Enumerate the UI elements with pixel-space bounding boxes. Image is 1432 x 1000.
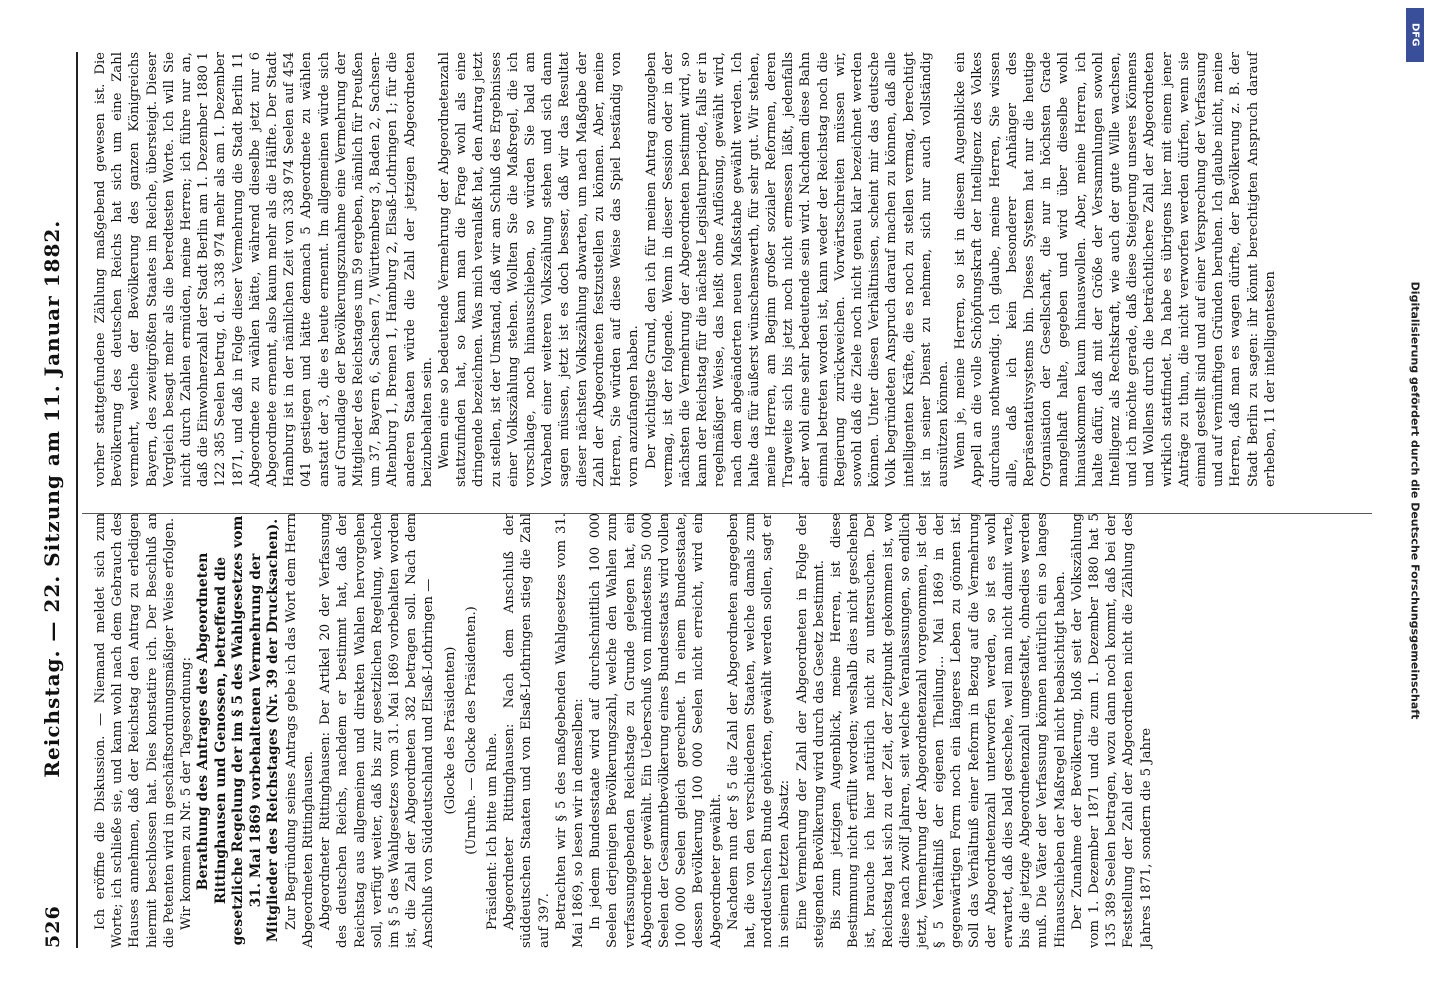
text-columns xyxy=(92,52,1279,948)
stage-direction: (Unruhe. — Glocke des Präsidenten.) xyxy=(463,606,479,855)
paragraph: Abgeordneter Rittinghausen: Nach dem Anschluß der süddeutschen Staaten und von Elsaß-Lothringen stieg die Zahl auf 397. xyxy=(502,513,552,948)
column-separator xyxy=(82,513,1372,514)
paragraph: Wenn eine so bedeutende Vermehrung der Abgeordnetenzahl stattzufinden hat, so kann man die Frage wohl als eine dringende bezeichnen. Was mich veranlaßt hat, den Antrag jetzt zu stellen, ist der Umstand, daß wir am Schluß des Ergebnisses einer Volkszählung stehen. Wollten Sie die Maßregel, die ich vorschlage, noch hinausschieben, so würden Sie bald am Vorabend einer weiteren Volkszählung stehen und sich dann sagen müssen, jetzt ist es doch besser, daß wir das Resultat dieser nächsten Volkszählung abwarten, um nach Maßgabe der Zahl der Abgeordneten festzustellen zu können. Aber, meine Herren, Sie würden auf diese Weise das Spiel beständig von vorn anzufangen haben. xyxy=(437,52,642,487)
paragraph: Ich eröffne die Diskussion. — Niemand meldet sich zum Worte; ich schließe sie, und kann wohl nach dem Gebrauch des Hauses annehmen, daß der Reichstag den Antrag zu erledigen hiermit beschlossen hat. Dies konstatire ich. Der Beschluß an die Petenten wird in geschäftsordnungsmäßiger Weise erfolgen. xyxy=(93,513,177,948)
paragraph: Der wichtigste Grund, den ich für meinen Antrag anzugeben vermag, ist der folgende. Wenn in dieser Session oder in der nächsten die Vermehrung der Abgeordneten bestimmt wird, so kann der Reichstag für die nächste Legislaturperiode, falls er in regelmäßiger Weise, das heißt ohne Auflösung, gewählt wird, nach dem abgeänderten neuen Maßstabe gewählt werden. Ich halte das für äußerst wünschenswerth, für sehr gut. Wir stehen, meine Herren, am Beginn großer sozialer Reformen, deren Tragweite sich bis jetzt noch nicht ermessen läßt, jedenfalls aber wohl eine sehr bedeutende sein wird. Nachdem diese Bahn einmal betreten worden ist, kann weder der Reichstag noch die Regierung zurückweichen. Vorwärtsschreiten müssen wir, sowohl daß die Ziele noch nicht genau klar bezeichnet werden können. Unter diesen Verhältnissen, scheint mir das deutsche Volk begründeten Anspruch darauf machen zu können, daß alle intelligenten Kräfte, die es noch zu stellen vermag, berechtigt ist in seiner Dienst zu nehmen, sich nur auch vollständig ausnützen können. xyxy=(643,52,951,487)
dfg-logo: DFG xyxy=(1406,8,1424,62)
paragraph: Nachdem nun der § 5 die Zahl der Abgeordneten angegeben hat, die von den verschiedenen Staaten, welche damals zum norddeutschen Bunde gehörten, gewählt werden sollen, sagt er in seinem letzten Absatz: xyxy=(725,513,793,948)
page-number: 526 xyxy=(42,905,64,948)
paragraph: Präsident: Ich bitte um Ruhe. xyxy=(484,732,500,930)
paragraph: Wir kommen zu Nr. 5 der Tagesordnung: xyxy=(179,657,195,930)
quoted-paragraph: Eine Vermehrung der Zahl der Abgeordneten in Folge der steigenden Bevölkerung wird durch das Gesetz bestimmt. xyxy=(794,513,827,948)
agenda-item: Berathung des Antrages des Abgeordneten Rittinghausen und Genossen, betreffend die gesetzliche Regelung der im § 5 des Wahlgesetzes vom 31. Mai 1869 vorbehaltenen Vermehrung der Mitglieder des Reichstages (Nr. 39 der Drucksachen). xyxy=(195,515,282,946)
paragraph: Zur Begründung seines Antrags gebe ich das Wort dem Herrn Abgeordneten Rittinghausen. xyxy=(283,513,316,948)
paragraph: Bis zum jetzigen Augenblick, meine Herren, ist diese Bestimmung nicht erfüllt worden; weshalb dies nicht geschehen ist, brauche ich hier natürlich nicht zu untersuchen. Der Reichstag hat sich zu der Zeit, der Zeitpunkt gekommen ist, wo diese nach zwölf Jahren, seit welche Veranlassungen, so endlich jetzt, Vermehrung der Abgeordnetenzahl vorgenommen, ist der § 5 Verhältniß der eigenen Theilung... Mai 1869 in der gegenwärtigen Form noch ein längeres Leben zu gönnen ist. Soll das Verhältniß einer Reform in Bezug auf die Vermehrung der Abgeordnetenzahl unterworfen werden, so ist es wohl erwartet, daß dies bald geschehe, weil man nicht damit warte, bis die jetzige Abgeordnetenzahl umgestaltet, ohnedies werden muß. Die Väter der Verfassung können natürlich ein so langes Hinausschieben der Maßregel nicht beabsichtigt haben. xyxy=(829,513,1068,948)
stage-direction: (Glocke des Präsidenten) xyxy=(442,646,458,815)
credit-text: Digitalisierung gefördert durch die Deutsche Forschungsgemeinschaft xyxy=(1408,281,1422,719)
paragraph: vorher stattgefundene Zählung maßgebend gewesen ist. Die Bevölkerung des deutschen Reichs hat sich um eine Zahl vermehrt, welche der Bevölkerung des ganzen Königreichs Bayern, des zweitgrößten Staates im Reiche, übersteigt. Dieser Vergleich besagt mehr als die beredtesten Worte. Ich will Sie nicht durch Zahlen ermüden, meine Herren; ich führe nur an, daß die Einwohnerzahl der Stadt Berlin am 1. Dezember 1880 1 122 385 Seelen betrug, d. h. 338 974 mehr als am 1. Dezember 1871, und daß in Folge dieser Vermehrung die Stadt Berlin 11 Abgeordnete zu wählen hätte, während dieselbe jetzt nur 6 Abgeordnete ernennt, also kaum mehr als die Hälfte. Der Stadt Hamburg ist in der nämlichen Zeit von 338 974 Seelen auf 454 041 gestiegen und hätte demnach 5 Abgeordnete zu wählen anstatt der 3, die es heute ernennt. Im allgemeinen würde sich auf Grundlage der Bevölkerungszunahme eine Vermehrung der Mitglieder des Reichstages um 59 ergeben, nämlich für Preußen um 37, Bayern 6, Sachsen 7, Württemberg 3, Baden 2, Sachsen-Altenburg 1, Bremen 1, Hamburg 2, Elsaß-Lothringen 1; für die anderen Staaten würde die Zahl der jetzigen Abgeordneten beizubehalten sein. xyxy=(93,52,435,487)
quoted-paragraph: In jedem Bundesstaate wird auf durchschnittlich 100 000 Seelen derjenigen Bevölkerungszahl, welche den Wahlen zum verfassunggebenden Reichstage zu Grunde gelegen hat, ein Abgeordneter gewählt. Ein Ueberschuß von mindestens 50 000 Seelen der Gesammtbevölkerung eines Bundesstaats wird vollen 100 000 Seelen gleich gerechnet. In einem Bundesstaate, dessen Bevölkerung 100 000 Seelen nicht erreicht, wird ein Abgeordneter gewählt. xyxy=(588,513,724,948)
paragraph: Der Zunahme der Bevölkerung, bloß seit der Volkszählung vom 1. Dezember 1871 und die zum 1. Dezember 1880 hat 5 135 389 Seelen betragen, wozu dann noch kommt, daß bei der Feststellung der Zahl der Abgeordneten nicht die Zählung des Jahres 1871, sondern die 5 Jahre xyxy=(1069,513,1154,948)
paragraph: Wenn je, meine Herren, so ist in diesem Augenblicke ein Appell an die volle Schöpfungskraft der Intelligenz des Volkes durchaus nothwendig. Ich glaube, meine Herren, Sie wissen alle, daß ich kein besonderer Anhänger des Repräsentativsystems bin. Dieses System hat nur die heutige Organisation der Gesellschaft, die nur in höchsten Grade mangelhaft halte, gegeben und wird über dieselbe wohl hinauskommen kaum hinauswollen. Aber, meine Herren, ich halte dafür, daß mit der Größe der Versammlungen sowohl Intelligenz als Rechtskraft, wie auch der gute Wille wachsen, und ich möchte gerade, daß diese Steigerung unseres Könnens und Wollens durch die beträchtlichere Zahl der Abgeordneten wirklich stattfindet. Da habe es übrigens hier mit einem jener Anträge zu thun, die nicht verworfen werden dürfen, wenn sie einmal gestellt sind und auf einer Versprechung der Verfassung und auf vernünftigen Gründen beruhen. Ich glaube nicht, meine Herren, daß man es wagen dürfte, der Bevölkerung z. B. der Stadt Berlin zu sagen: ihr könnt berechtigten Anspruch darauf erheben, 11 der intelligentesten xyxy=(953,52,1278,487)
digitization-credit xyxy=(1404,0,1426,1000)
left-column xyxy=(92,513,1279,948)
running-head xyxy=(40,52,78,948)
paragraph: Betrachten wir § 5 des maßgebenden Wahlgesetzes vom 31. Mai 1869, so lesen wir in demselben: xyxy=(553,513,586,948)
paragraph: Abgeordneter Rittinghausen: Der Artikel 20 der Verfassung des deutschen Reichs, nachdem er bestimmt hat, daß der Reichstag aus allgemeinen und direkten Wahlen hervorgehen soll, verfügt weiter, daß bis zur gesetzlichen Regelung, welche im § 5 des Wahlgesetzes vom 31. Mai 1869 vorbehalten worden ist, die Zahl der Abgeordneten 382 betragen soll. Nach dem Anschluß von Süddeutschland und Elsaß-Lothringen — xyxy=(318,513,437,948)
running-title: Reichstag. — 22. Sitzung am 11. Januar 1882. xyxy=(40,219,64,778)
right-column xyxy=(92,52,1279,487)
